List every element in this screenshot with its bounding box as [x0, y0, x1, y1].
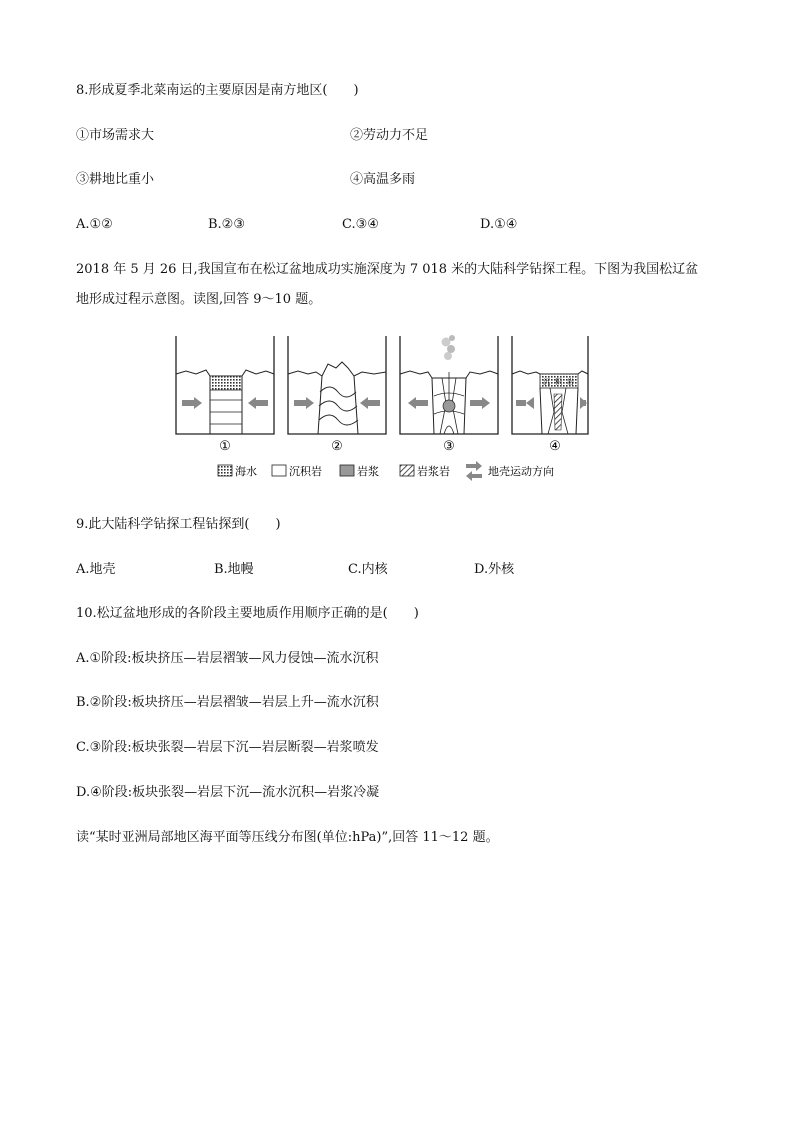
legend	[218, 461, 554, 481]
panel-4-text-2: 积	[555, 378, 562, 386]
q8-option-d: D.①④	[480, 217, 518, 232]
q10-stem: 10.松辽盆地形成的各阶段主要地质作用顺序正确的是( )	[76, 606, 419, 621]
q8-stem: 8.形成夏季北菜南运的主要原因是南方地区( )	[76, 83, 359, 98]
panel-label-2: ②	[331, 439, 343, 454]
panel-2	[288, 336, 386, 434]
panel-4-text-1: 沉	[543, 378, 550, 386]
q9-option-b: B.地幔	[214, 562, 254, 577]
q11-intro: 读“某时亚洲局部地区海平面等压线分布图(单位:hPa)”,回答 11～12 题。	[76, 830, 499, 845]
q8-item-3: ③耕地比重小	[76, 172, 155, 187]
panel-3	[400, 335, 498, 434]
q8-option-b: B.②③	[208, 217, 245, 232]
panel-label-4: ④	[549, 439, 561, 454]
legend-igneous: 岩浆岩	[417, 465, 450, 478]
q10-option-b: B.②阶段:板块挤压—岩层褶皱—岩层上升—流水沉积	[76, 695, 379, 710]
q8-item-1: ①市场需求大	[76, 128, 155, 143]
legend-sedimentary: 沉积岩	[289, 465, 322, 478]
q10-option-d: D.④阶段:板块张裂—岩层下沉—流水沉积—岩浆冷凝	[76, 785, 380, 800]
legend-motion: 地壳运动方向	[488, 465, 554, 478]
panel-label-1: ①	[219, 439, 231, 454]
q10-option-c: C.③阶段:板块张裂—岩层下沉—岩层断裂—岩浆喷发	[76, 740, 379, 755]
basin-formation-diagram	[170, 334, 590, 484]
panel-label-3: ③	[443, 439, 455, 454]
q10-option-a: A.①阶段:板块挤压—岩层褶皱—风力侵蚀—流水沉积	[76, 651, 379, 666]
q9-option-d: D.外核	[474, 562, 515, 577]
q8-option-c: C.③④	[342, 217, 379, 232]
intro-line-2: 地形成过程示意图。读图,回答 9～10 题。	[76, 292, 322, 307]
panel-4	[512, 336, 588, 434]
legend-seawater: 海水	[235, 465, 257, 478]
q9-stem: 9.此大陆科学钻探工程钻探到( )	[76, 517, 281, 532]
legend-magma: 岩浆	[357, 465, 379, 478]
q8-item-4: ④高温多雨	[350, 172, 416, 187]
intro-line-1: 2018 年 5 月 26 日,我国宣布在松辽盆地成功实施深度为 7 018 米的大陆科学钻探工程。下图为我国松辽盆	[76, 262, 699, 277]
panel-4-text-3: 岩	[567, 378, 574, 386]
q9-option-c: C.内核	[348, 562, 388, 577]
q9-option-a: A.地壳	[76, 562, 116, 577]
panel-1	[176, 336, 274, 434]
q8-item-2: ②劳动力不足	[350, 128, 429, 143]
q8-option-a: A.①②	[76, 217, 113, 232]
